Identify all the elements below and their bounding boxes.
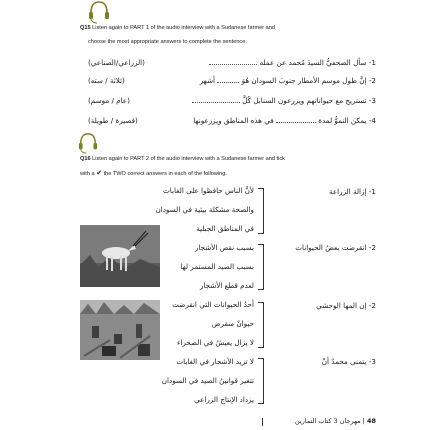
- q16-group-2-answer-2[interactable]: بسبب الصيد المستمر لها: [180, 262, 254, 271]
- q16-group-4-answer-1[interactable]: لا تزيد الأشجار في الغابات: [176, 357, 254, 366]
- q16-group-3-answer-1[interactable]: أحدُ الحيوانات التي انقرضت: [172, 300, 254, 309]
- q16-group-1-label: 1- إزالة الزراعة: [328, 187, 376, 196]
- q16-headset-icon: [78, 132, 98, 154]
- q15-item-2: 2- إنَّ طول موسم الأمطار جنوبَ السودان هُوَ أشهر: [199, 76, 376, 85]
- footer: 48 | مهرجان 3 كتاب التمارين: [294, 417, 376, 425]
- q15-item-3-options: (عام / موسم): [88, 96, 130, 105]
- q16-instruction-line2-wrap: with a ✔ the TWO correct answers in each of the following.: [80, 170, 227, 177]
- q15-item-2-blank[interactable]: [217, 82, 239, 83]
- q16-group-4-answer-2[interactable]: تتغير قوانينُ الصيد في السودان: [161, 376, 254, 385]
- q16-group-4-answer-3[interactable]: يزداد الإنتاج الزراعي: [194, 395, 254, 404]
- q15-item-1-blank[interactable]: [209, 64, 257, 65]
- q16-instruction-line1: Listen again to PART 2 of the audio interview with a Sudanese farmer and tick: [92, 156, 285, 162]
- q16-instruction: [80, 156, 285, 162]
- q15-number: Q15: [80, 25, 91, 31]
- check-mark-icon: ✔: [96, 170, 103, 177]
- q15-item-4: 4- يمكن النموُّ لمدة في هذه المناطق ويزرعونها: [193, 116, 376, 125]
- q15-item-1-options: (الزراعي/الصناعي): [88, 58, 145, 67]
- q16-group-1-answer-3[interactable]: في المناطق الجبلية: [196, 224, 254, 233]
- q15-item-1: 1- سأل الصحفيُّ السيدَ مُحمد عن عمله: [209, 58, 376, 67]
- q16-group-2-answer-1[interactable]: بسبب نقص الأشجار: [194, 243, 254, 252]
- q16-group-4-label: 3- يتمنى محمدٌ أنْ: [321, 357, 376, 366]
- gazelle-photo: [80, 225, 160, 287]
- q15-item-3: 3- تستريح مع حيواناتهم ويزرعون السنابل كُلَّ: [192, 96, 376, 105]
- footer-divider: [262, 418, 263, 426]
- q16-group-2-brace: [258, 244, 264, 290]
- q15-item-4-options: (قصيرة / طويلة): [88, 116, 138, 125]
- q16-group-4-brace: [258, 358, 264, 404]
- q16-group-2-label: 2- انقرضت بعضُ الحيوانات: [295, 243, 376, 252]
- q16-group-3-label: 2- إن المها الوحشي: [316, 301, 376, 310]
- book-title: مهرجان 3 كتاب التمارين: [294, 417, 361, 425]
- q15-headset-icon: [88, 0, 110, 24]
- q16-group-2-answer-3[interactable]: لعدم قطع الأشجار: [199, 281, 254, 290]
- q16-group-1-brace: [258, 188, 264, 234]
- q16-number: Q16: [80, 156, 91, 162]
- page-number: 48: [366, 417, 376, 425]
- q15-item-2-options: (ثلاثة / سته): [88, 76, 125, 85]
- q15-item-4-blank[interactable]: [276, 122, 316, 123]
- deforestation-photo: [80, 300, 160, 360]
- q16-group-1-answer-2[interactable]: والصحة مشكلة بيئية في السودان: [155, 205, 254, 214]
- q15-instruction: [80, 25, 275, 31]
- q16-group-3-answer-2[interactable]: حيوانٌ منقرض: [211, 319, 254, 328]
- q16-group-3-answer-3[interactable]: لا يزال يعيشُ في الصحراء: [176, 338, 254, 347]
- q16-group-1-answer-1[interactable]: لأنَّ الناس حافظوا على الغابات: [163, 186, 254, 195]
- q16-group-3-brace: [258, 302, 264, 348]
- q15-item-3-blank[interactable]: [192, 102, 240, 103]
- q15-instruction-line2: choose the most appropriate answers to complete the sentence.: [88, 39, 247, 45]
- q15-instruction-line1: Listen again to PART 1 of the audio interview with a Sudanese farmer and: [92, 25, 275, 31]
